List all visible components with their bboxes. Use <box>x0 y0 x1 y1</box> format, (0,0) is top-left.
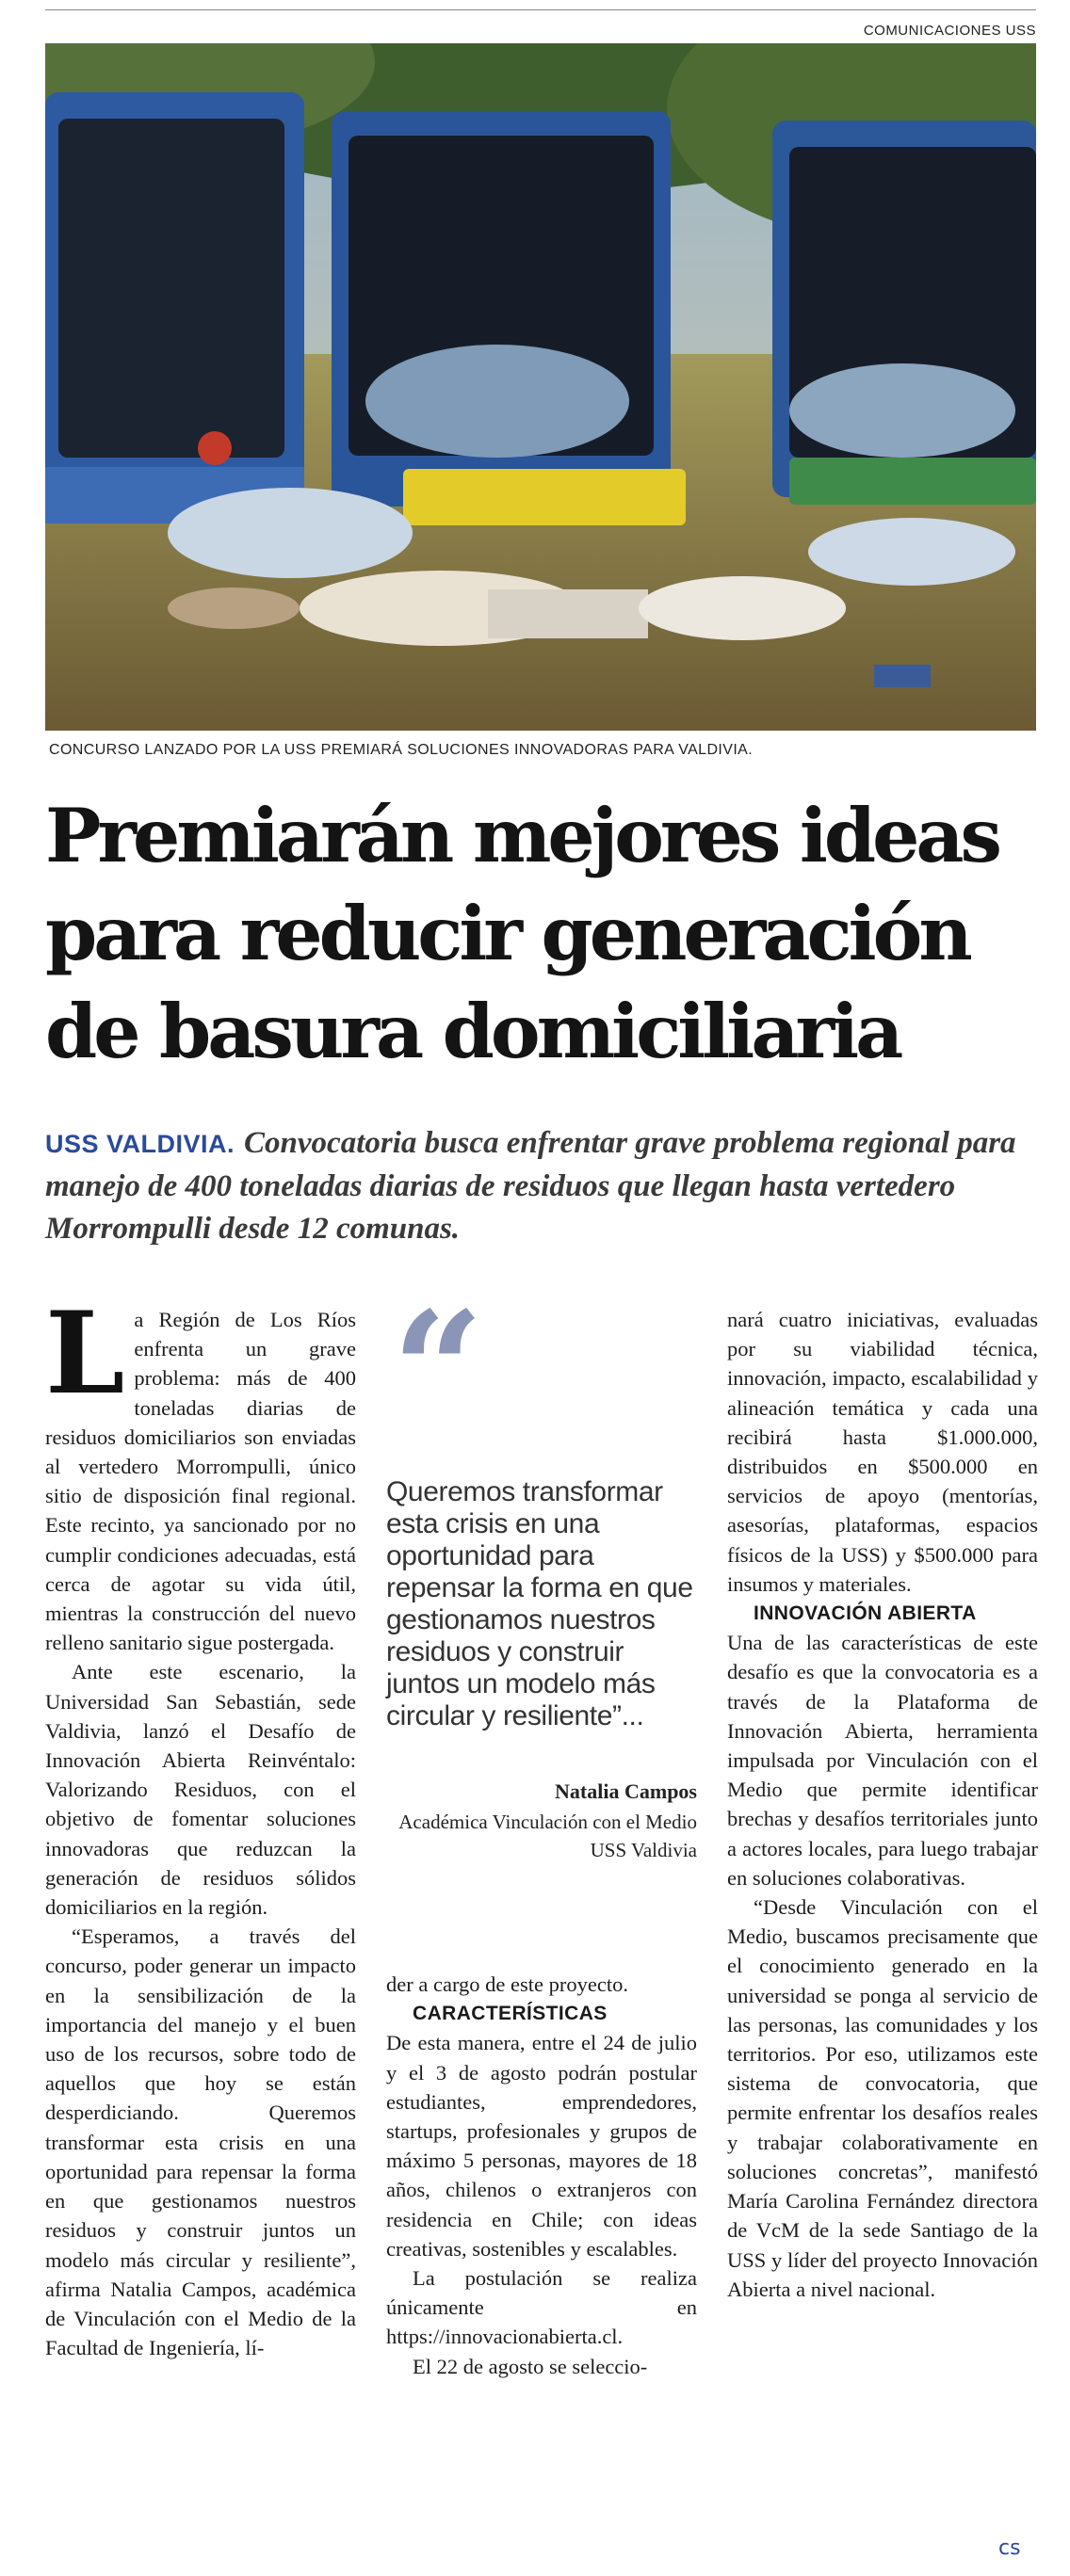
photo-credit: COMUNICACIONES USS <box>863 23 1036 39</box>
subhead-caracteristicas: CARACTERÍSTICAS <box>413 2003 608 2025</box>
col1-paragraph-2: Ante este escenario, la Universidad San Sebastián, sede Valdivia, lanzó el Desafío de Innovación Abierta Reinvéntalo: Valorizando Residuos, con el objetivo de fomentar soluciones innovadoras que reduzcan la generación de residuos sólidos domiciliarios en la región. <box>45 1660 356 1920</box>
deck-kicker: USS VALDIVIA. <box>45 1130 235 1158</box>
end-mark-icon: cs <box>998 2536 1021 2560</box>
col2-paragraph-4: El 22 de agosto se seleccio- <box>413 2354 648 2378</box>
column-2 <box>386 1970 697 2381</box>
column-3 <box>727 1305 1038 2304</box>
col1-p1-text: a Región de Los Ríos enfrenta un grave problema: más de 400 toneladas diarias de residuos domiciliarios son enviadas al vertedero Morrompulli, único sitio de disposición final regional. Este recinto, ya sancionado por no cumplir condiciones adecuadas, está cerca de agotar su vida útil, mientras la construcción del nuevo relleno sanitario sigue postergada. <box>45 1308 356 1655</box>
col2-paragraph-2: De esta manera, entre el 24 de julio y el 3 de agosto podrán postular estudiantes, emprendedores, startups, profesionales y grupos de máximo 5 personas, mayores de 18 años, chilenos o extranjeros con residencia en Chile; con ideas creativas, sostenibles y escalables. <box>386 2031 697 2261</box>
col1-paragraph-3: “Esperamos, a través del concurso, poder generar un impacto en la sensibilización de la importancia del manejo y el buen uso de los recursos, sobre todo de aquellos que hoy se están desperdiciando. Queremos transformar esta crisis en una oportunidad para repensar la forma en que gestionamos nuestros residuos y construir juntos un modelo más circular y resiliente”, afirma Natalia Campos, académica de Vinculación con el Medio de la Facultad de Ingeniería, lí- <box>45 1924 356 2360</box>
headline: Premiarán mejores ideas para reducir generación de basura domiciliaria <box>45 792 998 1075</box>
top-rule <box>45 9 1036 10</box>
quote-author-role: Académica Vinculación con el Medio USS Valdivia <box>398 1811 697 1861</box>
drop-cap: L <box>45 1287 125 1420</box>
col3-paragraph-2: Una de las características de este desafío es que la convocatoria es a través de la Plataforma de Innovación Abierta, herramienta impulsada por Vinculación con el Medio que permite identificar brechas y desafíos territoriales junto a actores locales, para luego trabajar en soluciones colaborativas. <box>727 1631 1038 1890</box>
col3-paragraph-1: nará cuatro iniciativas, evaluadas por su viabilidad técnica, innovación, impacto, escalabilidad y alineación temática y cada una recibirá hasta $1.000.000, distribuidos en $500.000 en servicios de apoyo (mentorías, asesorías, plataformas, espacios físicos de la USS) y $500.000 para insumos y materiales. <box>727 1308 1038 1596</box>
article-photo <box>45 43 1036 731</box>
deck <box>45 1122 1044 1250</box>
pull-quote <box>386 1277 697 1864</box>
column-1 <box>45 1287 356 2362</box>
col3-paragraph-3: “Desde Vinculación con el Medio, buscamos precisamente que el conocimiento generado en la universidad se ponga al servicio de las personas, las comunidades y los territorios. Por eso, utilizamos este sistema de convocatoria, que permite enfrentar los desafíos reales y trabajar colaborativamente en soluciones concretas”, manifestó María Carolina Fernández directora de VcM de la sede Santiago de la USS y líder del proyecto Innovación Abierta a nivel nacional. <box>727 1895 1038 2301</box>
quote-author-name: Natalia Campos <box>555 1779 697 1803</box>
deck-text: Convocatoria busca enfrentar grave problema regional para manejo de 400 toneladas diarias de residuos que llegan hasta vertedero Morrompulli desde 12 comunas. <box>45 1126 1016 1246</box>
col2-paragraph-1: der a cargo de este proyecto. <box>386 1972 628 1996</box>
subhead-innovacion-abierta: INNOVACIÓN ABIERTA <box>754 1602 977 1625</box>
quote-mark-icon: “ <box>392 1277 484 1465</box>
quote-text: Queremos transformar esta crisis en una oportunidad para repensar la forma en que gestionamos nuestros residuos y construir juntos un modelo más circular y resiliente”... <box>386 1476 693 1731</box>
trash-bins-illustration <box>45 43 1036 731</box>
col1-paragraph-1 <box>45 1287 356 1657</box>
photo-caption: CONCURSO LANZADO POR LA USS PREMIARÁ SOLUCIONES INNOVADORAS PARA VALDIVIA. <box>49 742 754 758</box>
col2-paragraph-3: La postulación se realiza únicamente en https://innovacionabierta.cl. <box>386 2266 697 2349</box>
